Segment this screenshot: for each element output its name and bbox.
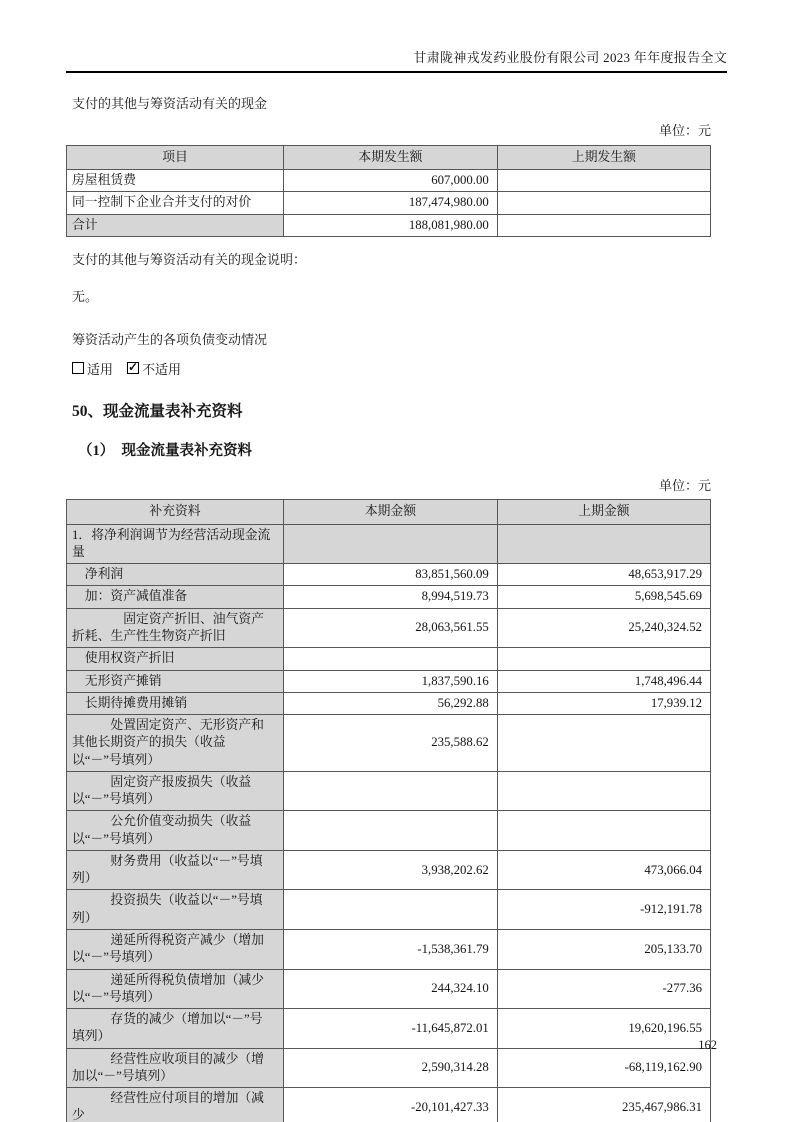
page-number: 162 <box>698 1038 717 1052</box>
prior-amount-cell: -277.36 <box>497 969 710 1009</box>
current-amount-cell <box>284 648 498 670</box>
table-row <box>67 564 711 586</box>
supplementary-cashflow-table <box>66 499 711 1122</box>
row-label-cell: 1．将净利润调节为经营活动现金流量 <box>67 524 284 564</box>
not-applicable-option <box>127 359 181 378</box>
row-label-cell: 固定资产报废损失（收益以“－”号填列） <box>67 771 284 811</box>
table-row <box>67 170 711 192</box>
prior-amount-cell: 205,133.70 <box>497 929 710 969</box>
current-amount-cell: 187,474,980.00 <box>284 192 498 214</box>
row-label-cell: 同一控制下企业合并支付的对价 <box>67 192 284 214</box>
current-amount-cell: 188,081,980.00 <box>284 214 498 236</box>
row-label-cell: 无形资产摊销 <box>67 670 284 692</box>
current-amount-cell: -20,101,427.33 <box>284 1088 498 1122</box>
row-label-cell: 加：资产减值准备 <box>67 586 284 608</box>
table-row <box>67 524 711 564</box>
prior-amount-cell <box>497 771 710 811</box>
table-row <box>67 670 711 692</box>
col-header-current-period: 本期发生额 <box>284 145 498 169</box>
row-label-cell: 长期待摊费用摊销 <box>67 692 284 714</box>
row-label-cell: 递延所得税负债增加（减少以“－”号填列） <box>67 969 284 1009</box>
table-row <box>67 1048 711 1088</box>
row-label-cell: 经营性应付项目的增加（减少 <box>67 1088 284 1122</box>
current-amount-cell: 83,851,560.09 <box>284 564 498 586</box>
table-row <box>67 929 711 969</box>
prior-amount-cell: 1,748,496.44 <box>497 670 710 692</box>
checkbox-unchecked-icon <box>72 362 84 374</box>
row-label-cell: 递延所得税资产减少（增加以“－”号填列） <box>67 929 284 969</box>
row-label-cell: 合计 <box>67 214 284 236</box>
report-header-title: 甘肃陇神戎发药业股份有限公司 2023 年年度报告全文 <box>413 50 727 65</box>
table-row <box>67 648 711 670</box>
unit-label: 单位：元 <box>658 122 711 138</box>
section-heading: 50、现金流量表补充资料 <box>72 402 243 420</box>
col-header-supplementary-info: 补充资料 <box>67 500 284 524</box>
prior-amount-cell <box>497 811 710 851</box>
current-amount-cell <box>284 890 498 930</box>
table-row <box>67 811 711 851</box>
table-header-row <box>67 145 711 169</box>
current-amount-cell: 607,000.00 <box>284 170 498 192</box>
current-amount-cell: 244,324.10 <box>284 969 498 1009</box>
table-row <box>67 1009 711 1049</box>
prior-amount-cell: -68,119,162.90 <box>497 1048 710 1088</box>
prior-amount-cell <box>497 192 710 214</box>
row-label-cell: 公允价值变动损失（收益以“－”号填列） <box>67 811 284 851</box>
current-amount-cell: 8,994,519.73 <box>284 586 498 608</box>
table-row <box>67 890 711 930</box>
row-label-cell: 使用权资产折旧 <box>67 648 284 670</box>
table-row <box>67 608 711 648</box>
subsection-heading: （1） 现金流量表补充资料 <box>78 443 252 460</box>
prior-amount-cell <box>497 715 710 772</box>
col-header-current-amount: 本期金额 <box>284 500 498 524</box>
debt-changes-line: 筹资活动产生的各项负债变动情况 <box>72 331 268 347</box>
unit-label: 单位：元 <box>658 477 711 493</box>
current-amount-cell <box>284 524 498 564</box>
col-header-item: 项目 <box>67 145 284 169</box>
row-label-cell: 投资损失（收益以“－”号填列） <box>67 890 284 930</box>
current-amount-cell: -11,645,872.01 <box>284 1009 498 1049</box>
col-header-prior-period: 上期发生额 <box>497 145 710 169</box>
note-value: 无。 <box>72 288 99 304</box>
prior-amount-cell <box>497 524 710 564</box>
row-label-cell: 房屋租赁费 <box>67 170 284 192</box>
row-label-cell: 净利润 <box>67 564 284 586</box>
current-amount-cell: 56,292.88 <box>284 692 498 714</box>
prior-amount-cell: 17,939.12 <box>497 692 710 714</box>
note-label: 支付的其他与筹资活动有关的现金说明： <box>72 251 307 267</box>
table-row <box>67 692 711 714</box>
current-amount-cell: 2,590,314.28 <box>284 1048 498 1088</box>
checkbox-checked-icon: ✓ <box>128 360 139 375</box>
table-row <box>67 192 711 214</box>
table-row <box>67 586 711 608</box>
table-row <box>67 214 711 236</box>
prior-amount-cell <box>497 648 710 670</box>
header-divider <box>66 71 727 73</box>
table-row <box>67 969 711 1009</box>
row-label-cell: 处置固定资产、无形资产和其他长期资产的损失（收益以“－”号填列） <box>67 715 284 772</box>
row-label-cell: 财务费用（收益以“－”号填列） <box>67 850 284 890</box>
table-row <box>67 850 711 890</box>
other-financing-cash-title: 支付的其他与筹资活动有关的现金 <box>72 96 268 111</box>
current-amount-cell: 28,063,561.55 <box>284 608 498 648</box>
prior-amount-cell: 5,698,545.69 <box>497 586 710 608</box>
other-financing-cash-table <box>66 145 711 237</box>
table-row <box>67 771 711 811</box>
row-label-cell: 存货的减少（增加以“－”号填列） <box>67 1009 284 1049</box>
prior-amount-cell: 473,066.04 <box>497 850 710 890</box>
row-label-cell: 经营性应收项目的减少（增加以“－”号填列） <box>67 1048 284 1088</box>
prior-amount-cell <box>497 170 710 192</box>
current-amount-cell: 235,588.62 <box>284 715 498 772</box>
prior-amount-cell: 19,620,196.55 <box>497 1009 710 1049</box>
current-amount-cell: 3,938,202.62 <box>284 850 498 890</box>
row-label-cell: 固定资产折旧、油气资产折耗、生产性生物资产折旧 <box>67 608 284 648</box>
prior-amount-cell <box>497 214 710 236</box>
current-amount-cell: -1,538,361.79 <box>284 929 498 969</box>
prior-amount-cell: 25,240,324.52 <box>497 608 710 648</box>
table-header-row <box>67 500 711 524</box>
not-applicable-label: 不适用 <box>142 361 182 377</box>
current-amount-cell <box>284 771 498 811</box>
applicability-line <box>72 359 727 378</box>
current-amount-cell <box>284 811 498 851</box>
applicable-option <box>72 359 113 378</box>
table-row <box>67 715 711 772</box>
applicable-label: 适用 <box>87 361 114 377</box>
col-header-prior-amount: 上期金额 <box>497 500 710 524</box>
current-amount-cell: 1,837,590.16 <box>284 670 498 692</box>
prior-amount-cell: 235,467,986.31 <box>497 1088 710 1122</box>
prior-amount-cell: 48,653,917.29 <box>497 564 710 586</box>
table-row <box>67 1088 711 1122</box>
prior-amount-cell: -912,191.78 <box>497 890 710 930</box>
page-content <box>66 0 727 1122</box>
